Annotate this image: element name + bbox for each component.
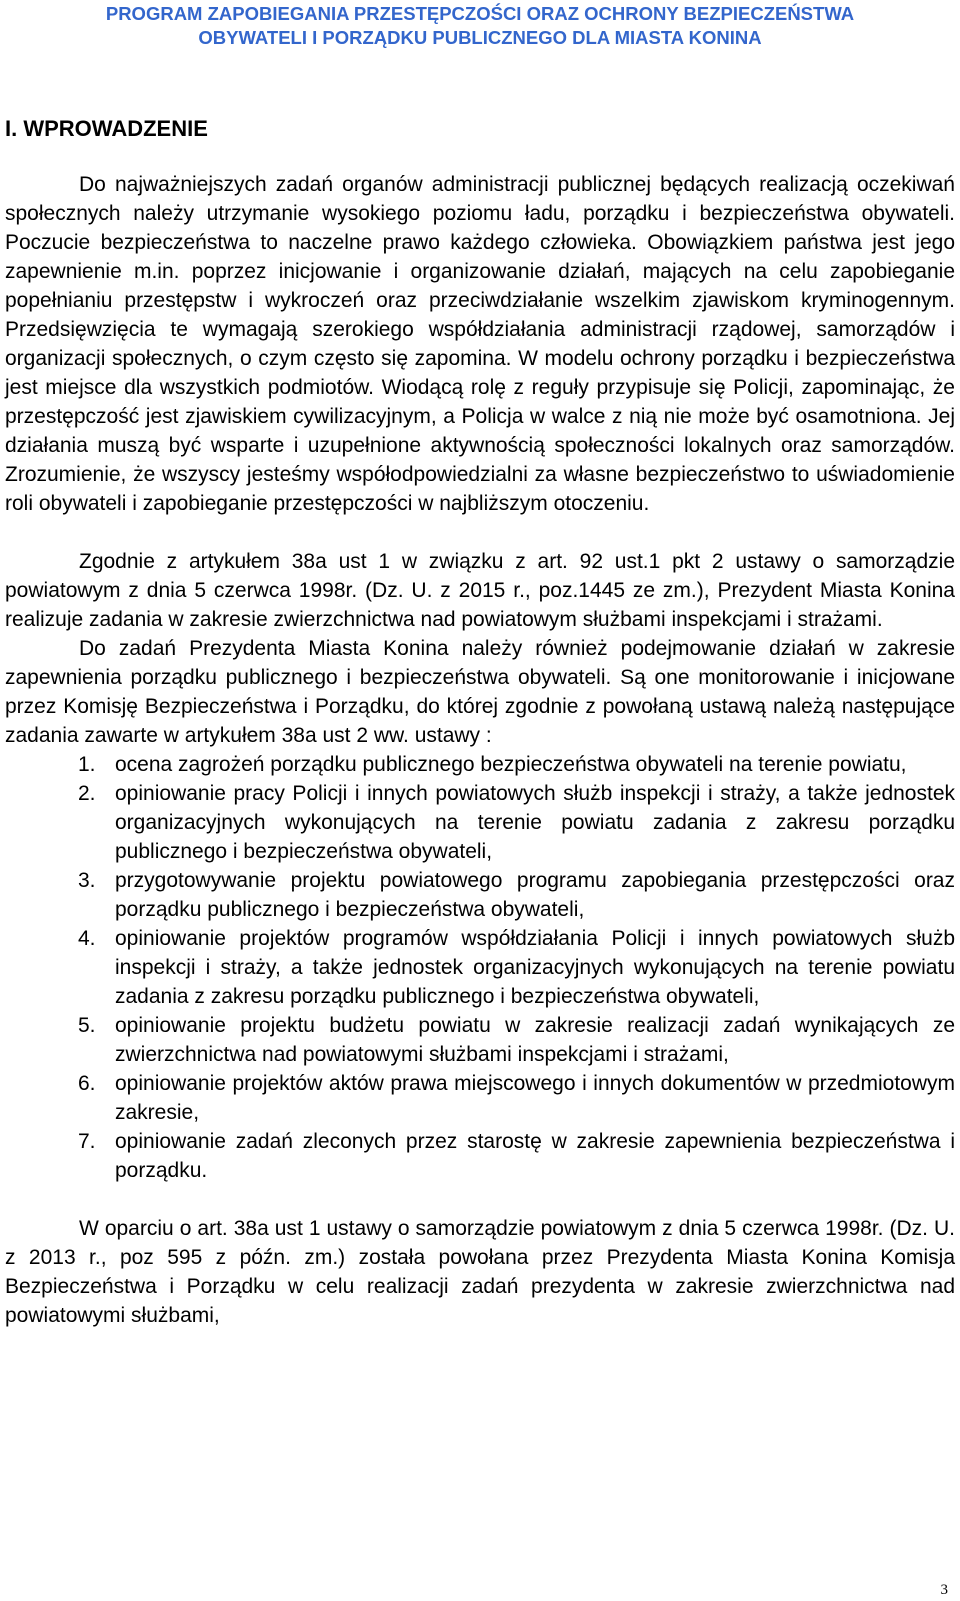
list-item-number: 6.: [78, 1072, 96, 1095]
list-item-number: 7.: [78, 1130, 96, 1153]
commission-tasks-list: [5, 750, 955, 1185]
list-item-number: 3.: [78, 869, 96, 892]
list-item-number: 4.: [78, 927, 96, 950]
president-tasks-paragraph: Do zadań Prezydenta Miasta Konina należy również podejmowanie działań w zakresie zapewnienia porządku publicznego i bezpieczeństwa obywateli. Są one monitorowanie i inicjowane przez Komisję Bezpieczeństwa i Porządku, do której zgodnie z powołaną ustawą należą następujące zadania zawarte w artykułem 38a ust 2 ww. ustawy :: [5, 637, 955, 747]
list-item-text: opiniowanie projektów aktów prawa miejscowego i innych dokumentów w przedmiotowym zakresie,: [115, 1072, 955, 1124]
list-item: [5, 779, 955, 866]
list-item: [5, 924, 955, 1011]
header-line-2: OBYWATELI I PORZĄDKU PUBLICZNEGO DLA MIASTA KONINA: [198, 27, 762, 48]
section-heading: I. WPROWADZENIE: [5, 116, 208, 141]
document-body: [5, 114, 955, 1330]
list-item-text: opiniowanie projektów programów współdziałania Policji i innych powiatowych służb inspekcji i straży, a także jednostek organizacyjnych wykonujących na terenie powiatu zadania z zakresu porządku publicznego i bezpieczeństwa obywateli,: [115, 927, 955, 1008]
list-item: [5, 1127, 955, 1185]
list-item: [5, 1069, 955, 1127]
list-item-text: opiniowanie pracy Policji i innych powiatowych służb inspekcji i straży, a także jednostek organizacyjnych wykonujących na terenie powiatu zadania z zakresu porządku publicznego i bezpieczeństwa obywateli,: [115, 782, 955, 863]
list-item-number: 5.: [78, 1014, 96, 1037]
page-number: 3: [940, 1582, 948, 1598]
list-item-number: 1.: [78, 753, 96, 776]
list-item-text: opiniowanie zadań zleconych przez starostę w zakresie zapewnienia bezpieczeństwa i porządku.: [115, 1130, 955, 1182]
legal-basis-paragraph: Zgodnie z artykułem 38a ust 1 w związku z art. 92 ust.1 pkt 2 ustawy o samorządzie powiatowym z dnia 5 czerwca 1998r. (Dz. U. z 2015 r., poz.1445 ze zm.), Prezydent Miasta Konina realizuje zadania w zakresie zwierzchnictwa nad powiatowym służbami inspekcjami i strażami.: [5, 550, 955, 631]
list-item: [5, 750, 955, 779]
header-line-1: PROGRAM ZAPOBIEGANIA PRZESTĘPCZOŚCI ORAZ OCHRONY BEZPIECZEŃSTWA: [105, 3, 855, 24]
list-item-text: ocena zagrożeń porządku publicznego bezpieczeństwa obywateli na terenie powiatu,: [115, 753, 907, 776]
list-item-number: 2.: [78, 782, 96, 805]
list-item-text: opiniowanie projektu budżetu powiatu w zakresie realizacji zadań wynikających ze zwierzchnictwa nad powiatowymi służbami inspekcjami i strażami,: [115, 1014, 955, 1066]
document-header: [0, 2, 960, 50]
list-item: [5, 866, 955, 924]
list-item-text: przygotowywanie projektu powiatowego programu zapobiegania przestępczości oraz porządku publicznego i bezpieczeństwa obywateli,: [115, 869, 955, 921]
list-item: [5, 1011, 955, 1069]
commission-appointment-paragraph: W oparciu o art. 38a ust 1 ustawy o samorządzie powiatowym z dnia 5 czerwca 1998r. (Dz. U. z 2013 r., poz 595 z późn. zm.) została powołana przez Prezydenta Miasta Konina Komisja Bezpieczeństwa i Porządku w celu realizacji zadań prezydenta w zakresie zwierzchnictwa nad powiatowymi służbami,: [5, 1217, 955, 1327]
intro-paragraph: Do najważniejszych zadań organów administracji publicznej będących realizacją oczekiwań społecznych należy utrzymanie wysokiego poziomu ładu, porządku i bezpieczeństwa obywateli. Poczucie bezpieczeństwa to naczelne prawo każdego człowieka. Obowiązkiem państwa jest jego zapewnienie m.in. poprzez inicjowanie i organizowanie działań, mających na celu zapobieganie popełnianiu przestępstw i wykroczeń oraz przeciwdziałanie wszelkim zjawiskom kryminogennym. Przedsięwzięcia te wymagają szerokiego współdziałania administracji rządowej, samorządów i organizacji społecznych, o czym często się zapomina. W modelu ochrony porządku i bezpieczeństwa jest miejsce dla wszystkich podmiotów. Wiodącą rolę z reguły przypisuje się Policji, zapominając, że przestępczość jest zjawiskiem cywilizacyjnym, a Policja w walce z nią nie może być osamotniona. Jej działania muszą być wsparte i uzupełnione aktywnością społeczności lokalnych oraz samorządów. Zrozumienie, że wszyscy jesteśmy współodpowiedzialni za własne bezpieczeństwo to uświadomienie roli obywateli i zapobieganie przestępczości w najbliższym otoczeniu.: [5, 173, 955, 515]
